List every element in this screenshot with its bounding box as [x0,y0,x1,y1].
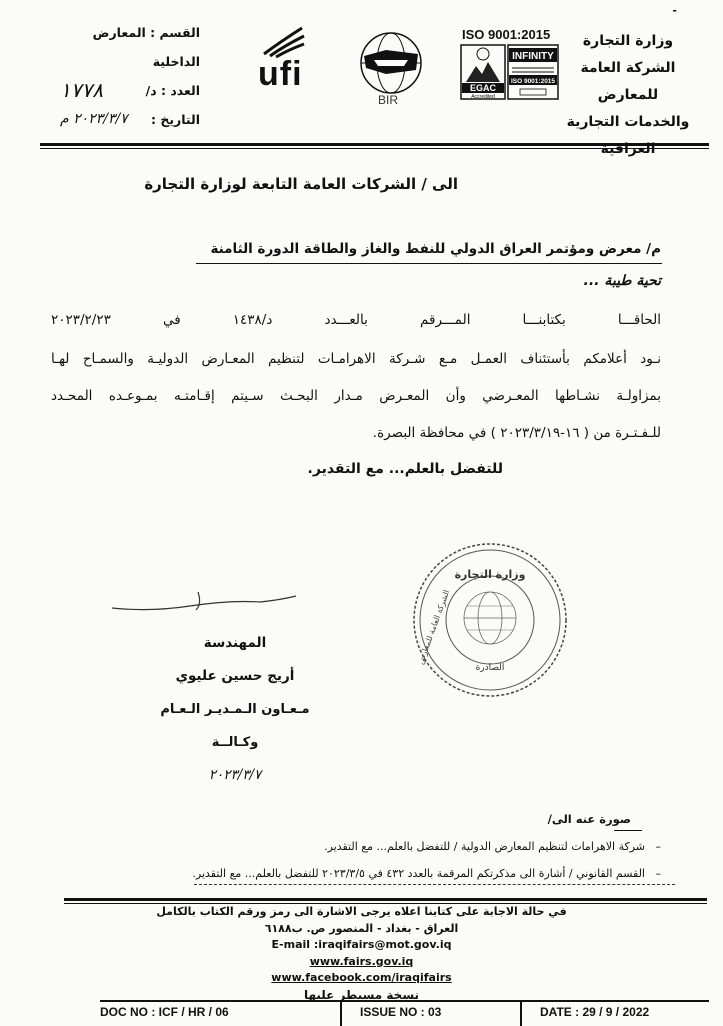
cc-item-1-text: شركة الاهرامات لتنظيم المعارض الدولية / للتفضل بالعلم... مع التقدير. [324,840,645,853]
body-line-2: نـود أعلامكم بأستئناف العمـل مـع شـركة الاهرامـات لتنظيم المعـارض الدوليـة والسمـاح لهـا [51,351,661,367]
stamp-text-bottom: الصادرة [475,663,505,673]
bir-text: BIR [378,93,399,107]
number-label: العدد : د/ [145,83,200,98]
ufi-logo-text: ufi [258,55,303,93]
body-line-4: للـفـتـرة من ( ١٦-٢٠٢٣/٣/١٩ ) في محافظة البصرة. [372,425,661,441]
greeting: تحية طيبة ... [583,273,661,289]
handwritten-signature [110,588,300,618]
signature-block [140,627,330,792]
iso-title: ISO 9001:2015 [462,27,551,42]
corner-mark: - [672,4,677,17]
control-separator [340,1002,342,1026]
ufi-swoosh-icon [262,24,306,58]
closing: للتفضل بالعلم... مع التقدير. [307,461,503,477]
doc-number: DOC NO : ICF / HR / 06 [100,1005,229,1019]
cc-bullet: – [645,867,661,880]
footer-rule [64,898,707,901]
control-date: DATE : 29 / 9 / 2022 [540,1005,650,1019]
date-label: التاريخ : [150,112,200,127]
cc-item-2-text: القسم القانوني / أشارة الى مذكرتكم المرقمة بالعدد ٤٣٢ في ٢٠٢٣/٣/٥ للتفضل بالعلم... مع التقدير. [192,867,645,880]
addressee: الى / الشركات العامة التابعة لوزارة التجارة [144,175,458,193]
signer-position: مـعـاون الـمـديـر الـعـام وكـالــة [160,702,310,750]
cc-rule [194,884,675,885]
subject: م/ معرض ومؤتمر العراق الدولي للنفط والغاز والطاقة الدورة الثامنة [210,241,661,257]
footer-website-link[interactable]: www.fairs.gov.iq [309,954,414,968]
cc-item-2 [192,867,661,880]
infinity-text: INFINITY [512,51,554,62]
body-line-1: الحاقـــا بكتابنـــا المـــرقم بالعـــدد د/١٤٣٨ في ٢٠٢٣/٢/٢٣ [51,312,661,328]
stamp-text-top: وزارة التجارة [454,568,526,581]
reference-block [60,18,200,134]
footer-address: العراق - بغداد - المنصور ص. ب٦١٨٨ [264,921,459,935]
signer-name: أريج حسين عليوي [175,668,295,684]
org-line-2: الشركة العامة للمعارض [580,60,676,103]
subject-underline [196,263,662,264]
egac-text: EGAC [469,83,497,93]
cc-title-underline [614,830,642,831]
footer [0,904,723,1003]
cc-bullet: – [645,840,661,853]
department-label: القسم : المعارض الداخلية [92,25,200,69]
header-rule-thin [40,148,709,149]
controlled-copy-note: نسخة مسيطر عليها [303,987,420,1002]
org-line-1: وزارة التجارة [582,33,674,49]
footer-facebook-link[interactable]: www.facebook.com/iraqifairs [271,971,452,984]
org-line-3: والخدمات التجارية العراقية [566,114,690,157]
signer-title: المهندسة [203,635,267,651]
control-separator [520,1002,522,1026]
body-line-3: بمزاولـة نشـاطها المعـرضي وأن المعـرض مـدار البحـث سـيتم إقـامتـه بمـوعـده المحـدد [51,388,661,404]
number-value: ١٧٧٨ [60,78,103,102]
footer-notice: في حالة الاجابة على كتابنا اعلاه يرجى الاشارة الى رمز ورقم الكتاب بالكامل [156,905,567,918]
footer-email[interactable]: E-mail :iraqifairs@mot.gov.iq [271,938,452,951]
egac-sub-text: Accredited [471,94,495,100]
cc-item-1 [324,840,661,853]
cc-title: صورة عنه الى/ [547,812,631,826]
bir-globe-logo [356,30,426,96]
issue-number: ISSUE NO : 03 [360,1005,442,1019]
signature-date: ٢٠٢٣/٣/٧ [208,767,262,783]
infinity-iso-text: ISO 9001:2015 [510,78,556,85]
date-value: ٢٠٢٣/٣/٧ م [60,111,128,127]
header-rule [40,143,709,146]
document-control-bar [100,1000,709,1026]
stamp-text-ring: الشركة العامة للمعارض [416,588,452,666]
iso-certification-logo [460,44,560,100]
official-stamp [410,540,570,700]
